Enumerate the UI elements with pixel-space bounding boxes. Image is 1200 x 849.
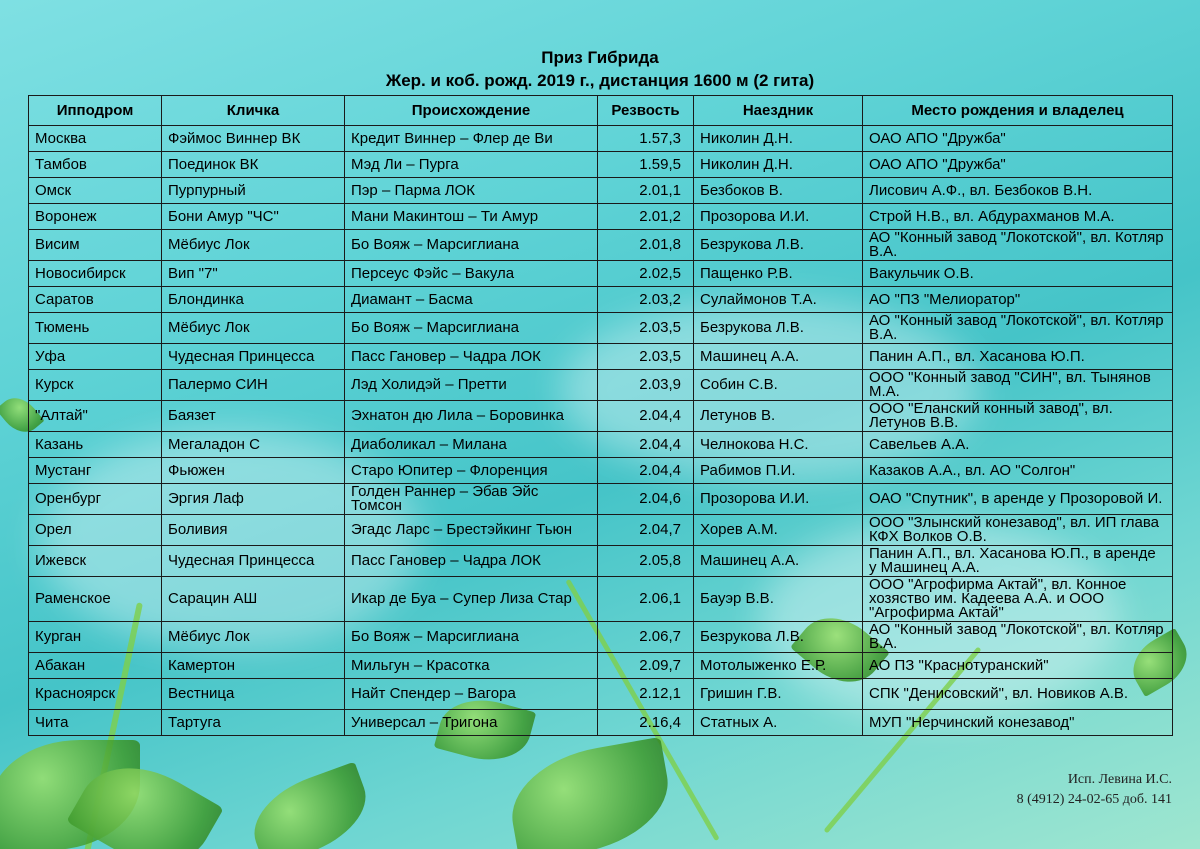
cell-time: 2.03,5 [598,344,694,370]
footer-phone: 8 (4912) 24-02-65 доб. 141 [1016,792,1172,807]
cell-hippodrome: Саратов [29,287,162,313]
cell-name: Поединок ВК [162,152,345,178]
cell-driver: Статных А. [694,710,863,736]
cell-owner: Панин А.П., вл. Хасанова Ю.П., в аренде у Машинец А.А. [863,546,1173,577]
cell-driver: Машинец А.А. [694,344,863,370]
cell-pedigree: Бо Вояж – Марсиглиана [345,230,598,261]
table-row [29,287,1173,313]
table-row [29,204,1173,230]
cell-driver: Прозорова И.И. [694,204,863,230]
cell-hippodrome: Чита [29,710,162,736]
cell-driver: Безрукова Л.В. [694,313,863,344]
cell-time: 2.04,4 [598,458,694,484]
cell-driver: Мотолыженко Е.Р. [694,653,863,679]
cell-time: 2.06,1 [598,577,694,622]
table-row [29,313,1173,344]
table-row [29,401,1173,432]
cell-name: Чудесная Принцесса [162,344,345,370]
cell-owner: АО "Конный завод "Локотской", вл. Котляр В.А. [863,313,1173,344]
cell-owner: Строй Н.В., вл. Абдурахманов М.А. [863,204,1173,230]
cell-name: Мёбиус Лок [162,313,345,344]
cell-time: 2.16,4 [598,710,694,736]
cell-driver: Хорев А.М. [694,515,863,546]
cell-owner: АО "ПЗ "Мелиоратор" [863,287,1173,313]
table-row [29,230,1173,261]
table-row [29,178,1173,204]
cell-driver: Челнокова Н.С. [694,432,863,458]
cell-time: 2.01,1 [598,178,694,204]
cell-name: Камертон [162,653,345,679]
table-row [29,152,1173,178]
cell-pedigree: Бо Вояж – Марсиглиана [345,622,598,653]
cell-hippodrome: Висим [29,230,162,261]
cell-hippodrome: Ижевск [29,546,162,577]
cell-hippodrome: Курган [29,622,162,653]
cell-time: 2.01,8 [598,230,694,261]
cell-time: 2.04,4 [598,401,694,432]
cell-driver: Собин С.В. [694,370,863,401]
cell-pedigree: Найт Спендер – Вагора [345,679,598,710]
cell-time: 2.04,6 [598,484,694,515]
cell-hippodrome: Новосибирск [29,261,162,287]
cell-pedigree: Кредит Виннер – Флер де Ви [345,126,598,152]
table-row [29,653,1173,679]
cell-driver: Сулаймонов Т.А. [694,287,863,313]
cell-time: 2.09,7 [598,653,694,679]
cell-name: Фэймос Виннер ВК [162,126,345,152]
cell-hippodrome: Оренбург [29,484,162,515]
cell-hippodrome: Тюмень [29,313,162,344]
cell-time: 2.12,1 [598,679,694,710]
cell-hippodrome: Омск [29,178,162,204]
table-row [29,710,1173,736]
footer-author: Исп. Левина И.С. [1067,772,1172,787]
cell-pedigree: Икар де Буа – Супер Лиза Стар [345,577,598,622]
cell-hippodrome: Курск [29,370,162,401]
cell-driver: Николин Д.Н. [694,152,863,178]
column-header-time: Резвость [598,96,694,126]
cell-name: Мёбиус Лок [162,622,345,653]
cell-hippodrome: Мустанг [29,458,162,484]
column-header-driver: Наездник [694,96,863,126]
cell-hippodrome: Уфа [29,344,162,370]
cell-name: Сарацин АШ [162,577,345,622]
table-row [29,484,1173,515]
cell-name: Тартуга [162,710,345,736]
cell-owner: ОАО АПО "Дружба" [863,152,1173,178]
cell-driver: Летунов В. [694,401,863,432]
cell-hippodrome: "Алтай" [29,401,162,432]
cell-time: 2.03,5 [598,313,694,344]
cell-pedigree: Пасс Гановер – Чадра ЛОК [345,546,598,577]
cell-driver: Безрукова Л.В. [694,622,863,653]
cell-owner: ОАО "Спутник", в аренде у Прозоровой И. [863,484,1173,515]
cell-pedigree: Мэд Ли – Пурга [345,152,598,178]
cell-hippodrome: Тамбов [29,152,162,178]
column-header-hippodrome: Ипподром [29,96,162,126]
cell-driver: Николин Д.Н. [694,126,863,152]
cell-name: Чудесная Принцесса [162,546,345,577]
page-title: Приз Гибрида [541,48,659,67]
cell-time: 2.04,7 [598,515,694,546]
cell-name: Пурпурный [162,178,345,204]
cell-driver: Безбоков В. [694,178,863,204]
cell-owner: ООО "Еланский конный завод", вл. Летунов В.В. [863,401,1173,432]
column-header-pedigree: Происхождение [345,96,598,126]
table-header-row [29,96,1173,126]
cell-pedigree: Бо Вояж – Марсиглиана [345,313,598,344]
table-row [29,370,1173,401]
table-row [29,679,1173,710]
cell-driver: Пащенко Р.В. [694,261,863,287]
cell-name: Палермо СИН [162,370,345,401]
table-row [29,622,1173,653]
cell-owner: АО ПЗ "Краснотуранский" [863,653,1173,679]
table-body [29,126,1173,736]
cell-pedigree: Универсал – Тригона [345,710,598,736]
cell-driver: Бауэр В.В. [694,577,863,622]
cell-owner: АО "Конный завод "Локотской", вл. Котляр В.А. [863,230,1173,261]
cell-pedigree: Лэд Холидэй – Претти [345,370,598,401]
cell-pedigree: Эгадс Ларс – Брестэйкинг Тьюн [345,515,598,546]
cell-name: Бони Амур "ЧС" [162,204,345,230]
cell-time: 2.02,5 [598,261,694,287]
cell-hippodrome: Москва [29,126,162,152]
cell-pedigree: Мильгун – Красотка [345,653,598,679]
table-row [29,344,1173,370]
cell-time: 2.06,7 [598,622,694,653]
cell-hippodrome: Раменское [29,577,162,622]
cell-time: 2.01,2 [598,204,694,230]
table-row [29,261,1173,287]
table-row [29,126,1173,152]
cell-driver: Рабимов П.И. [694,458,863,484]
cell-owner: СПК "Денисовский", вл. Новиков А.В. [863,679,1173,710]
cell-hippodrome: Красноярск [29,679,162,710]
cell-owner: Савельев А.А. [863,432,1173,458]
cell-pedigree: Голден Раннер – Эбав Эйс Томсон [345,484,598,515]
cell-pedigree: Мани Макинтош – Ти Амур [345,204,598,230]
cell-time: 2.05,8 [598,546,694,577]
cell-name: Вип "7" [162,261,345,287]
cell-time: 1.59,5 [598,152,694,178]
cell-owner: ОАО АПО "Дружба" [863,126,1173,152]
cell-hippodrome: Абакан [29,653,162,679]
column-header-owner: Место рождения и владелец [863,96,1173,126]
cell-name: Боливия [162,515,345,546]
cell-owner: ООО "Злынский конезавод", вл. ИП глава КФХ Волков О.В. [863,515,1173,546]
cell-time: 2.03,2 [598,287,694,313]
cell-name: Эргия Лаф [162,484,345,515]
cell-owner: Панин А.П., вл. Хасанова Ю.П. [863,344,1173,370]
results-table [28,95,1173,736]
cell-owner: Вакульчик О.В. [863,261,1173,287]
cell-pedigree: Персеус Фэйс – Вакула [345,261,598,287]
column-header-name: Кличка [162,96,345,126]
cell-owner: ООО "Агрофирма Актай", вл. Конное хозяство им. Кадеева А.А. и ООО "Агрофирма Актай" [863,577,1173,622]
cell-time: 1.57,3 [598,126,694,152]
cell-name: Мёбиус Лок [162,230,345,261]
table-row [29,432,1173,458]
cell-owner: Казаков А.А., вл. АО "Солгон" [863,458,1173,484]
cell-pedigree: Эхнатон дю Лила – Боровинка [345,401,598,432]
cell-driver: Гришин Г.В. [694,679,863,710]
cell-hippodrome: Воронеж [29,204,162,230]
table-row [29,515,1173,546]
cell-name: Мегаладон С [162,432,345,458]
page-subtitle: Жер. и коб. рожд. 2019 г., дистанция 1600 м (2 гита) [385,71,815,90]
cell-driver: Прозорова И.И. [694,484,863,515]
cell-pedigree: Пэр – Парма ЛОК [345,178,598,204]
cell-name: Фьюжен [162,458,345,484]
cell-time: 2.03,9 [598,370,694,401]
cell-driver: Безрукова Л.В. [694,230,863,261]
cell-pedigree: Диаболикал – Милана [345,432,598,458]
cell-name: Блондинка [162,287,345,313]
cell-owner: АО "Конный завод "Локотской", вл. Котляр В.А. [863,622,1173,653]
table-row [29,546,1173,577]
cell-time: 2.04,4 [598,432,694,458]
cell-owner: Лисович А.Ф., вл. Безбоков В.Н. [863,178,1173,204]
cell-name: Баязет [162,401,345,432]
cell-hippodrome: Орел [29,515,162,546]
footer [1017,770,1172,810]
cell-owner: ООО "Конный завод "СИН", вл. Тынянов М.А. [863,370,1173,401]
cell-driver: Машинец А.А. [694,546,863,577]
table-row [29,577,1173,622]
cell-pedigree: Диамант – Басма [345,287,598,313]
cell-pedigree: Старо Юпитер – Флоренция [345,458,598,484]
cell-pedigree: Пасс Гановер – Чадра ЛОК [345,344,598,370]
cell-name: Вестница [162,679,345,710]
cell-hippodrome: Казань [29,432,162,458]
table-row [29,458,1173,484]
header [0,46,1200,92]
cell-owner: МУП "Нерчинский конезавод" [863,710,1173,736]
